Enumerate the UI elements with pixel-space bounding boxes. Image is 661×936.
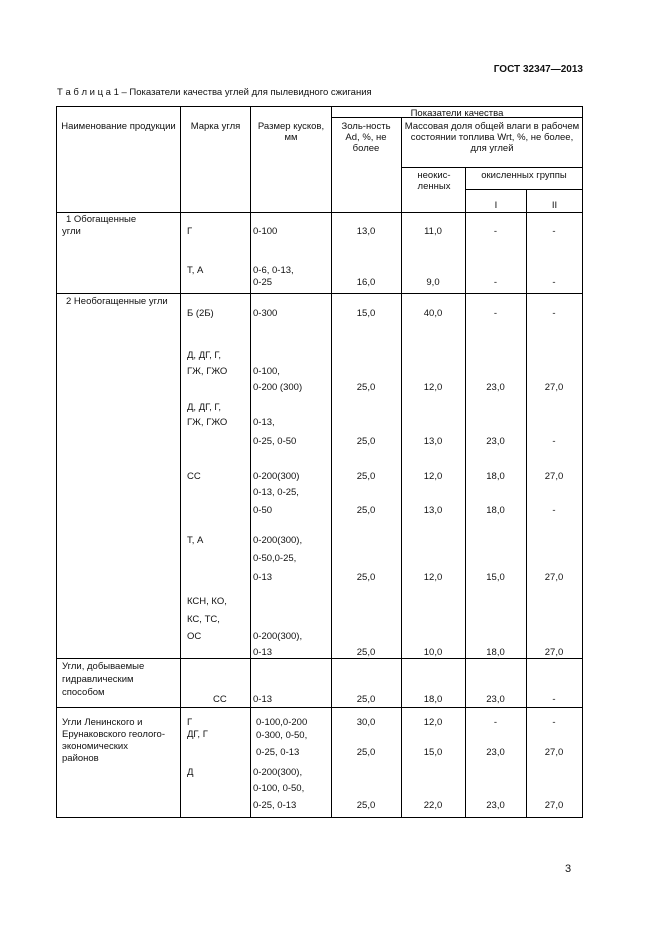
cell-ash: 13,0 <box>356 226 376 237</box>
cell-unoxidized: 40,0 <box>423 308 443 319</box>
cell-ash: 25,0 <box>356 747 376 758</box>
cell-grade: Д, ДГ, Г, <box>187 402 222 413</box>
cell-unoxidized: 12,0 <box>423 572 443 583</box>
page-number: 3 <box>565 863 572 875</box>
cell-group-2: 27,0 <box>544 572 564 583</box>
cell-unoxidized: 10,0 <box>423 647 443 658</box>
cell-ash: 16,0 <box>356 277 376 288</box>
cell-grade: ДГ, Г <box>187 729 208 740</box>
cell-unoxidized: 11,0 <box>424 226 442 237</box>
cell-unoxidized: 13,0 <box>423 505 443 516</box>
cell-grade: Г <box>187 226 193 237</box>
cell-unoxidized: 18,0 <box>423 694 443 705</box>
cell-size: 0-13, <box>253 417 275 428</box>
cell-group-2: - <box>552 308 556 319</box>
cell-group-2: 27,0 <box>544 471 564 482</box>
cell-name: экономических <box>62 741 128 752</box>
cell-name: 1 Обогащенные <box>66 214 137 225</box>
cell-size: 0-100,0-200 <box>256 717 308 728</box>
header-group-2: II <box>551 200 558 211</box>
header-grade: Марка угля <box>190 121 241 132</box>
cell-unoxidized: 12,0 <box>423 471 443 482</box>
cell-size: 0-13 <box>253 694 273 705</box>
cell-size: 0-25, 0-50 <box>253 436 297 447</box>
cell-unoxidized: 13,0 <box>423 436 443 447</box>
cell-grade: Т, А <box>187 535 204 546</box>
cell-group-1: - <box>493 277 498 288</box>
cell-size: 0-50 <box>253 505 273 516</box>
cell-group-2: - <box>552 505 556 516</box>
cell-group-1: 18,0 <box>486 647 505 658</box>
cell-name: способом <box>62 687 105 698</box>
cell-ash: 25,0 <box>356 572 376 583</box>
cell-grade: ГЖ, ГЖО <box>187 366 228 377</box>
cell-ash: 25,0 <box>356 694 376 705</box>
cell-group-1: 23,0 <box>486 800 505 811</box>
cell-group-1: 18,0 <box>486 471 505 482</box>
cell-grade: Б (2Б) <box>187 308 214 319</box>
cell-grade: СС <box>187 471 201 482</box>
cell-group-2: - <box>552 694 556 705</box>
cell-group-2: 27,0 <box>544 382 564 393</box>
cell-ash: 25,0 <box>356 647 376 658</box>
header-size: Размер кусков, мм <box>257 121 325 143</box>
cell-name: угли <box>62 226 81 237</box>
cell-unoxidized: 15,0 <box>423 747 443 758</box>
cell-group-2: 27,0 <box>544 747 564 758</box>
cell-ash: 25,0 <box>356 471 376 482</box>
cell-group-1: 23,0 <box>486 747 505 758</box>
cell-unoxidized: 9,0 <box>426 277 440 288</box>
cell-ash: 25,0 <box>356 800 376 811</box>
cell-group-1: 23,0 <box>486 382 505 393</box>
cell-ash: 25,0 <box>356 436 376 447</box>
cell-size: 0-25 <box>253 277 273 288</box>
header-group-1: I <box>494 200 498 211</box>
cell-size: 0-200(300), <box>253 767 303 778</box>
cell-name: гидравлическим <box>62 674 134 685</box>
cell-unoxidized: 22,0 <box>423 800 443 811</box>
cell-size: 0-200(300) <box>253 471 300 482</box>
cell-ash: 15,0 <box>356 308 376 319</box>
cell-size: 0-6, 0-13, <box>253 265 294 276</box>
cell-ash: 25,0 <box>356 382 376 393</box>
cell-group-1: - <box>493 308 498 319</box>
cell-unoxidized: 12,0 <box>423 382 443 393</box>
cell-grade: КСН, КО, <box>187 596 227 607</box>
cell-name: 2 Необогащенные угли <box>66 296 168 307</box>
cell-size: 0-100, 0-50, <box>253 783 305 794</box>
standard-header: ГОСТ 32347—2013 <box>493 64 583 75</box>
cell-size: 0-100, <box>253 366 280 377</box>
cell-size: 0-300, 0-50, <box>256 730 308 741</box>
header-moisture: Массовая доля общей влаги в рабочем состоянии топлива Wrt, %, не более, для углей <box>404 121 580 154</box>
cell-name: районов <box>62 753 99 764</box>
cell-size: 0-13 <box>253 572 273 583</box>
cell-grade: Г <box>187 717 193 728</box>
cell-size: 0-25, 0-13 <box>256 747 300 758</box>
cell-group-1: - <box>493 226 498 237</box>
cell-size: 0-13 <box>253 647 273 658</box>
cell-size: 0-13, 0-25, <box>253 487 299 498</box>
cell-group-2: 27,0 <box>544 647 564 658</box>
header-unoxidized: неокис-ленных <box>417 170 451 192</box>
cell-group-1: 23,0 <box>486 436 505 447</box>
header-ash: Золь-ность Ad, %, не более <box>341 121 391 154</box>
cell-grade: Т, А <box>187 265 204 276</box>
cell-group-2: 27,0 <box>544 800 564 811</box>
cell-name: Угли Ленинского и <box>62 717 143 728</box>
cell-grade: Д, ДГ, Г, <box>187 350 222 361</box>
cell-name: Ерунаковского геолого- <box>62 729 166 740</box>
cell-size: 0-200(300), <box>253 535 303 546</box>
cell-size: 0-25, 0-13 <box>253 800 297 811</box>
cell-ash: 30,0 <box>356 717 376 728</box>
cell-group-2: - <box>552 717 556 728</box>
cell-grade: Д <box>187 767 194 778</box>
cell-group-2: - <box>552 436 556 447</box>
cell-group-1: 18,0 <box>486 505 505 516</box>
cell-ash: 25,0 <box>356 505 376 516</box>
cell-name: Угли, добываемые <box>62 661 145 672</box>
cell-unoxidized: 12,0 <box>423 717 443 728</box>
cell-size: 0-50,0-25, <box>253 553 297 564</box>
cell-grade: КС, ТС, <box>187 614 220 625</box>
cell-group-2: - <box>552 277 556 288</box>
header-oxidized: окисленных группы <box>481 170 567 181</box>
cell-grade: ОС <box>187 631 202 642</box>
cell-group-1: - <box>493 717 498 728</box>
cell-size: 0-100 <box>253 226 278 237</box>
header-name: Наименование продукции <box>61 121 176 132</box>
cell-size: 0-200(300), <box>253 631 303 642</box>
header-indicators: Показатели качества <box>410 108 504 119</box>
cell-grade: СС <box>213 694 227 705</box>
cell-group-2: - <box>552 226 556 237</box>
cell-group-1: 15,0 <box>486 572 505 583</box>
cell-grade: ГЖ, ГЖО <box>187 417 228 428</box>
cell-size: 0-200 (300) <box>253 382 303 393</box>
cell-size: 0-300 <box>253 308 278 319</box>
cell-group-1: 23,0 <box>486 694 505 705</box>
table-caption: Т а б л и ц а 1 – Показатели качества углей для пылевидного сжигания <box>57 87 372 98</box>
